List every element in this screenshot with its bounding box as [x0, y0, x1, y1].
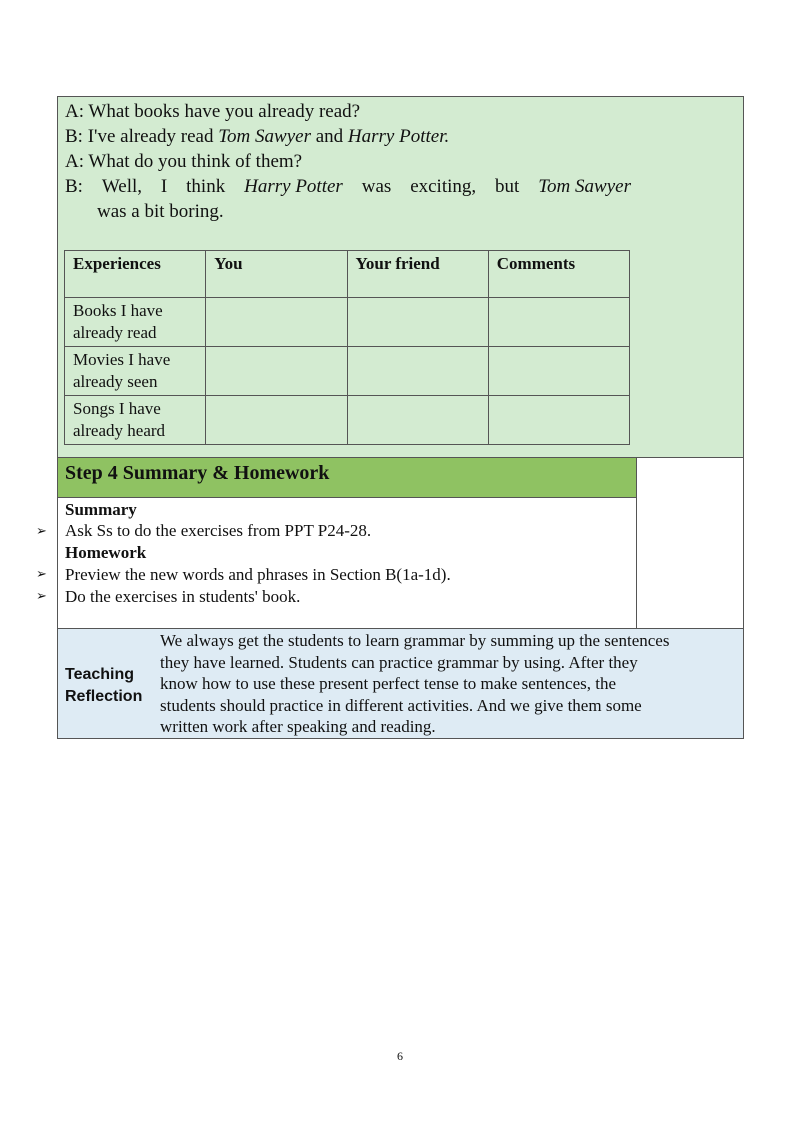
table-cell — [488, 298, 629, 347]
row-label-line: Songs I have — [73, 399, 161, 418]
row-label-line: already seen — [73, 372, 158, 391]
table-cell — [206, 396, 347, 445]
experiences-table — [64, 250, 630, 445]
dialogue-line-1: A: What books have you already read? — [65, 101, 361, 122]
row-label — [65, 396, 206, 445]
activity-content-cell — [58, 97, 638, 457]
dialogue-line-2 — [65, 124, 631, 149]
summary-cell — [57, 498, 637, 629]
row-label — [65, 347, 206, 396]
dialogue-word: I — [160, 176, 168, 197]
reflection-label-cell — [57, 629, 154, 739]
page-number: 6 — [397, 1049, 403, 1063]
table-cell — [206, 347, 347, 396]
book-title: Harry Potter. — [347, 126, 450, 147]
reflection-line: We always get the students to learn grammar by summing up the sentences — [160, 631, 670, 650]
table-cell — [206, 298, 347, 347]
dialogue-word: Well, — [101, 176, 143, 197]
header-experiences: Experiences — [65, 251, 206, 298]
reflection-label: Teaching — [65, 666, 135, 683]
row-label-line: Books I have — [73, 301, 163, 320]
header-you: You — [206, 251, 347, 298]
reflection-text-cell — [153, 629, 744, 739]
step4-title: Step 4 Summary & Homework — [65, 462, 330, 484]
homework-item: Preview the new words and phrases in Section B(1a-1d). — [65, 565, 451, 584]
row-label-line: already heard — [73, 421, 166, 440]
reflection-line: know how to use these present perfect tense to make sentences, the — [160, 674, 617, 693]
table-row — [65, 396, 630, 445]
table-header-row — [65, 251, 630, 298]
table-row — [65, 298, 630, 347]
table-cell — [347, 396, 488, 445]
table-cell — [488, 396, 629, 445]
row-label — [65, 298, 206, 347]
bullet-arrow-icon: ➢ — [36, 524, 47, 539]
table-cell — [347, 347, 488, 396]
dialogue-word: exciting, — [410, 176, 477, 197]
dialogue-word: was — [361, 176, 392, 197]
reflection-label: Reflection — [65, 688, 143, 705]
book-title: Harry Potter — [244, 176, 343, 197]
dialogue-line-5: was a bit boring. — [97, 201, 224, 222]
dialogue-word: B: — [65, 176, 83, 197]
reflection-line: students should practice in different activities. And we give them some — [160, 695, 642, 715]
summary-item: Ask Ss to do the exercises from PPT P24-28. — [65, 521, 372, 540]
activity-side-cell — [637, 97, 743, 457]
dialogue — [65, 99, 631, 224]
dialogue-line-4 — [65, 174, 631, 199]
table-cell — [347, 298, 488, 347]
dialogue-text: and — [310, 126, 348, 147]
dialogue-word: think — [186, 176, 226, 197]
bullet-arrow-icon: ➢ — [36, 567, 47, 582]
header-your-friend: Your friend — [347, 251, 488, 298]
summary-heading: Summary — [65, 500, 137, 519]
row-label-line: already read — [73, 323, 157, 342]
dialogue-text: B: I've already read — [65, 126, 219, 147]
table-cell — [488, 347, 629, 396]
homework-heading: Homework — [65, 543, 147, 562]
bullet-arrow-icon: ➢ — [36, 589, 47, 604]
row-label-line: Movies I have — [73, 350, 171, 369]
header-comments: Comments — [488, 251, 629, 298]
dialogue-line-3: A: What do you think of them? — [65, 151, 303, 172]
homework-item: Do the exercises in students' book. — [65, 587, 301, 606]
dialogue-word: but — [495, 176, 520, 197]
book-title: Tom Sawyer — [538, 176, 631, 197]
reflection-line: written work after speaking and reading. — [160, 717, 436, 736]
step4-header — [57, 458, 637, 498]
reflection-line: they have learned. Students can practice grammar by using. After they — [160, 652, 638, 672]
book-title: Tom Sawyer — [218, 126, 311, 147]
step4-side-cell — [636, 458, 744, 629]
table-row — [65, 347, 630, 396]
activity-section — [57, 96, 744, 458]
